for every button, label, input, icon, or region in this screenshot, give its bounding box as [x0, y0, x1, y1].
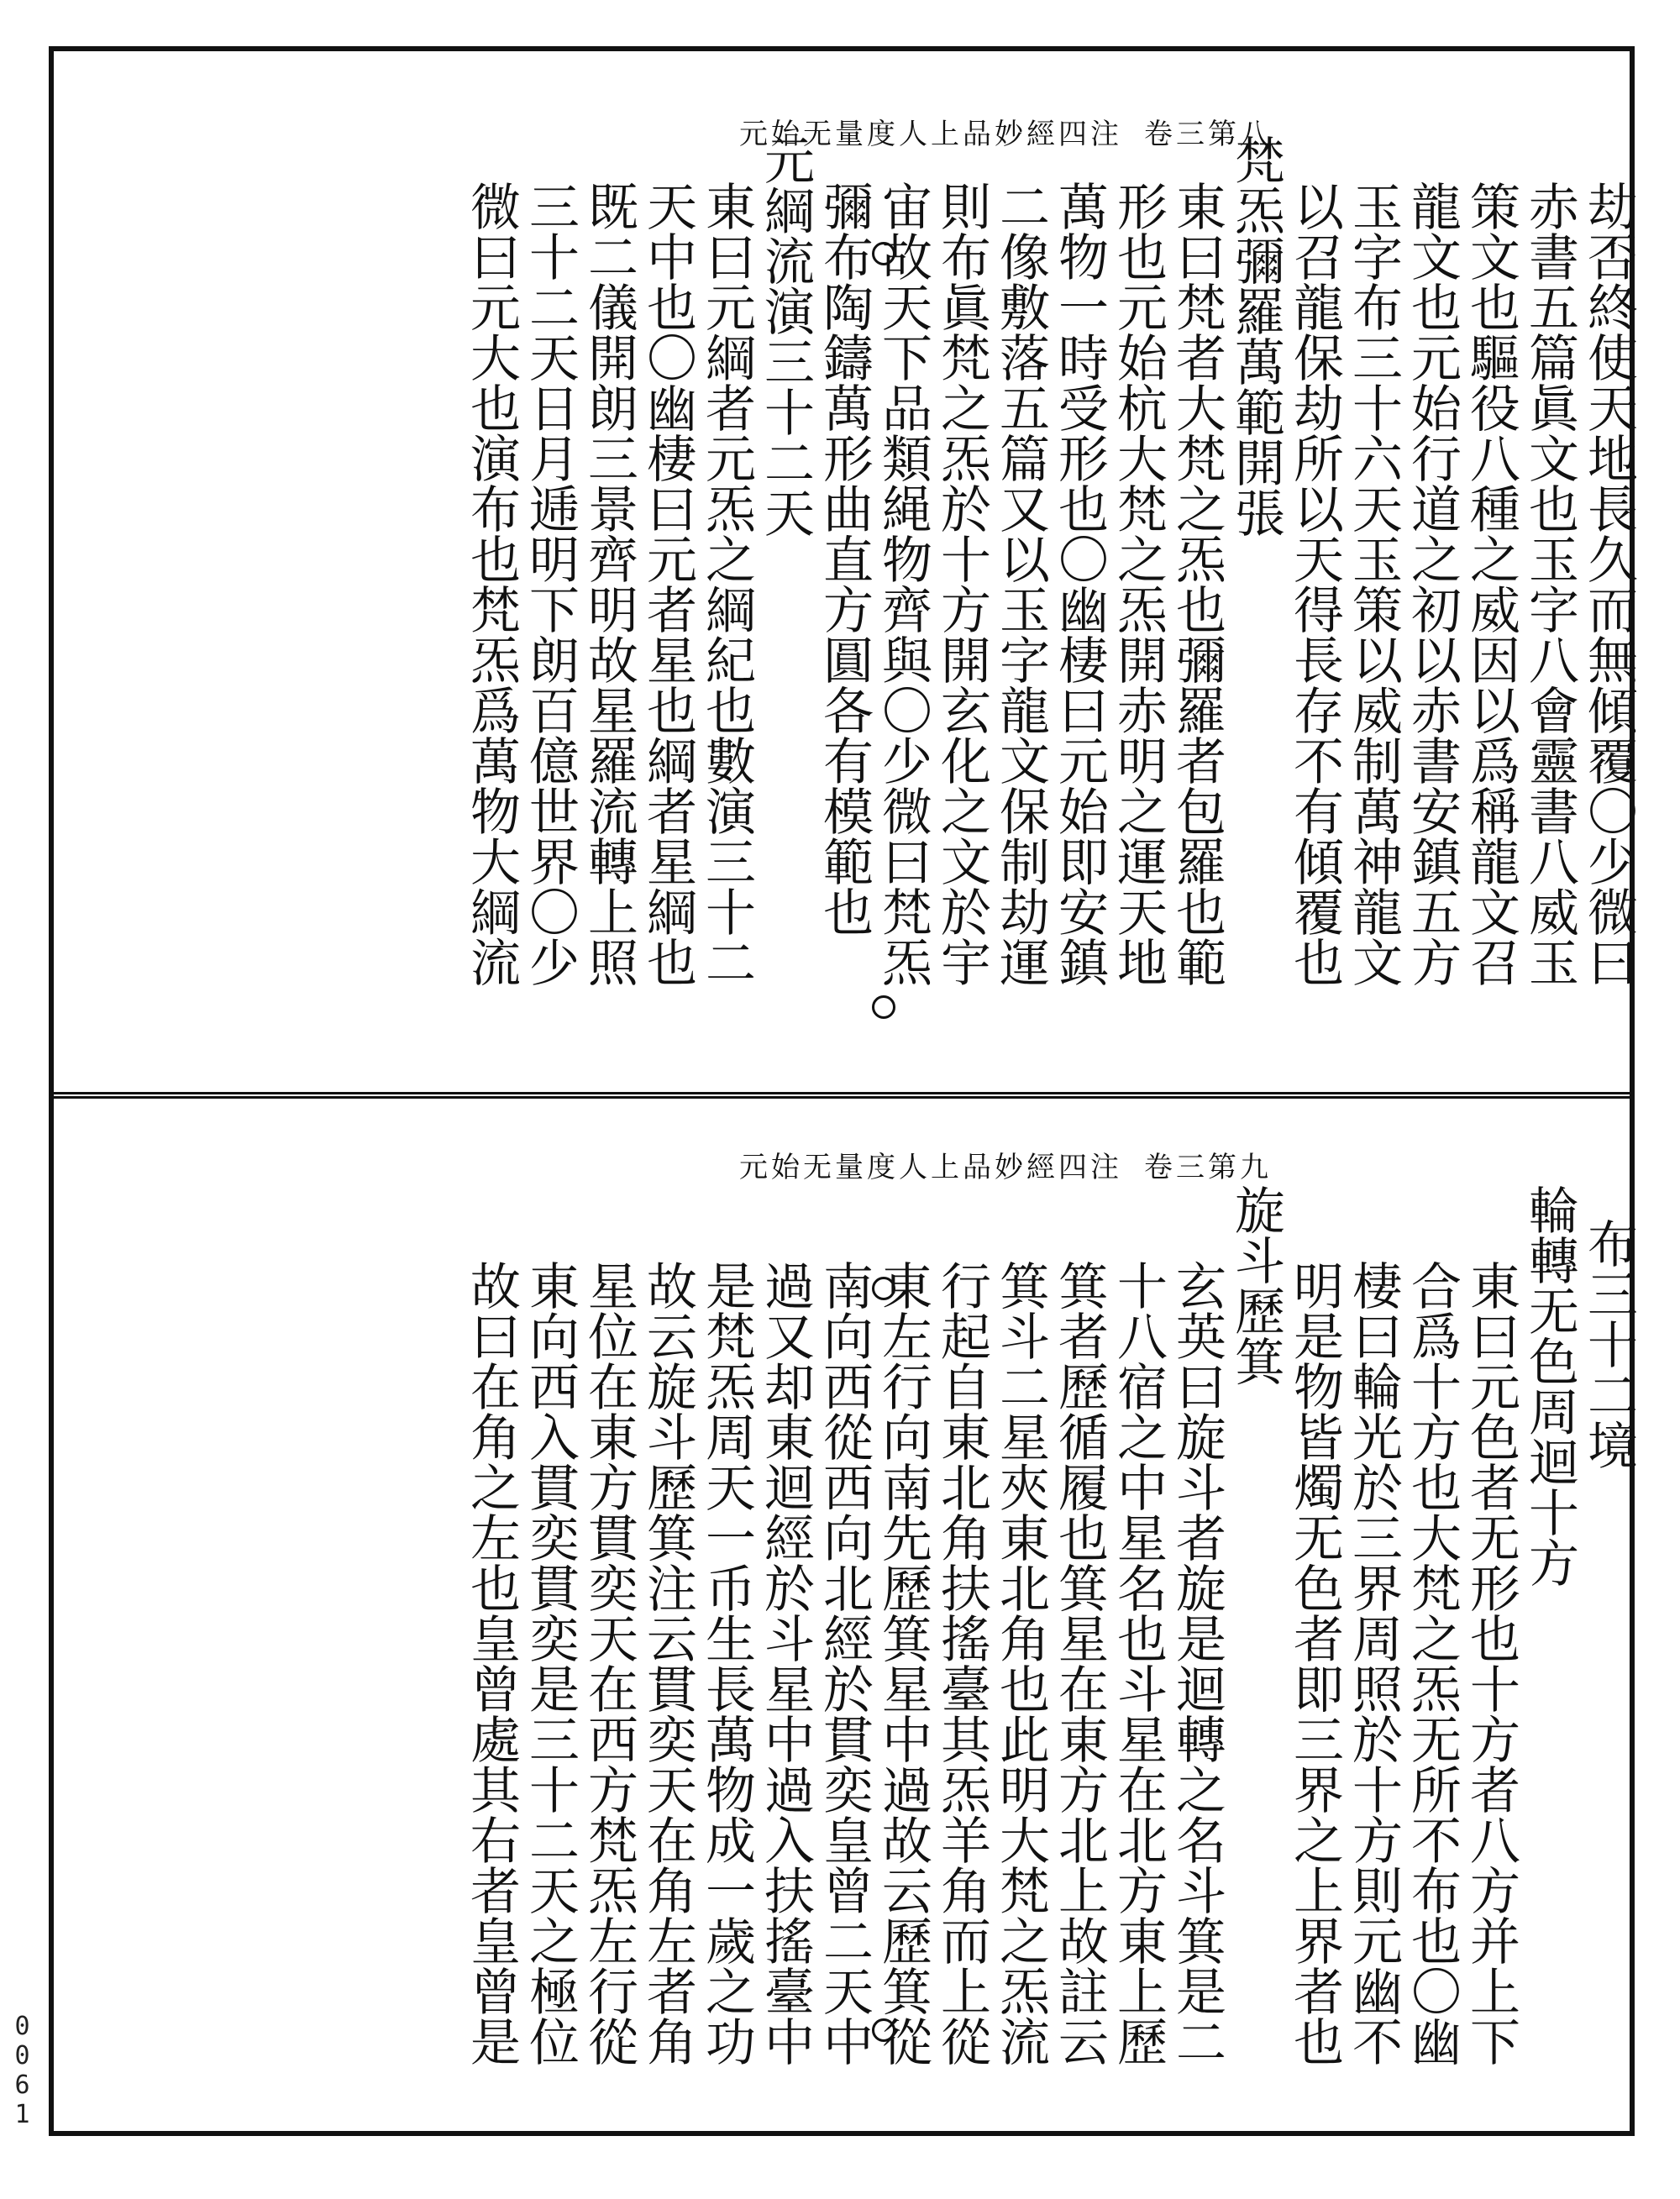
top-column-1: 劫否終使天地長久而無傾覆〇少微曰 [1579, 181, 1638, 987]
top-column-17: 天中也〇幽棲曰元者星也綱者星綱也 [638, 181, 697, 987]
top-column-8: 東曰梵者大梵之炁也彌羅者包羅也範 [1168, 181, 1226, 987]
top-column-4: 龍文也元始行道之初以赤書安鎮五方 [1403, 181, 1462, 987]
top-column-2: 赤書五篇眞文也玉字八會靈書八威玉 [1520, 181, 1579, 987]
top-header-title: 元始无量度人上品妙經四注 [739, 118, 1122, 151]
circle-mark [872, 242, 895, 265]
bottom-column-17: 故云旋斗歷箕注云貫奕天在角左者角 [638, 1260, 697, 2066]
top-column-14: 彌布陶鑄萬形曲直方圓各有模範也 [815, 181, 874, 937]
circle-mark [872, 2018, 895, 2042]
bottom-column-14: 南向西從西向北經於貫奕皇曾二天中 [815, 1260, 874, 2066]
bottom-header [739, 1134, 1272, 1201]
bottom-column-1: 布三十二境 [1579, 1218, 1638, 1470]
bottom-column-7: 旋斗歷箕 [1226, 1184, 1285, 1386]
bottom-column-2: 輪轉无色周迴十方 [1520, 1184, 1579, 1588]
top-page [84, 101, 1638, 1067]
circle-mark [872, 1277, 895, 1300]
page-number: 0061 [8, 2012, 37, 2129]
bottom-column-5: 棲曰輪光於三界周照於十方則元幽不 [1344, 1260, 1403, 2066]
bottom-column-18: 星位在東方貫奕天在西方梵炁左行從 [580, 1260, 638, 2066]
top-column-20: 微曰元大也演布也梵炁爲萬物大綱流 [462, 181, 521, 987]
top-column-19: 三十二天日月逓明下朗百億世界〇少 [521, 181, 580, 987]
bottom-column-3: 東曰元色者无形也十方者八方并上下 [1462, 1260, 1520, 2066]
bottom-column-16: 是梵炁周天一币生長萬物成一歲之功 [697, 1260, 756, 2066]
bottom-column-20: 故曰在角之左也皇曾處其右者皇曾是 [462, 1260, 521, 2066]
circle-mark [872, 995, 895, 1019]
top-column-15: 元綱流演三十二天 [756, 134, 815, 538]
top-column-7: 梵炁彌羅萬範開張 [1226, 134, 1285, 538]
bottom-column-15: 過又却東迴經於斗星中過入扶搖臺中 [756, 1260, 815, 2066]
bottom-column-8: 玄英曰旋斗者旋是迴轉之名斗箕是二 [1168, 1260, 1226, 2066]
top-column-3: 策文也驅役八種之威因以爲稱龍文召 [1462, 181, 1520, 987]
bottom-column-12: 行起自東北角扶搖臺其炁羊角而上從 [932, 1260, 991, 2066]
bottom-header-title: 元始无量度人上品妙經四注 [739, 1151, 1122, 1184]
top-column-11: 二像敷落五篇又以玉字龍文保制劫運 [991, 181, 1050, 987]
bottom-column-13: 東左行向南先歷箕星中過故云歷箕從 [874, 1260, 932, 2066]
top-column-13: 宙故天下品類䋲物齊與〇少微曰梵炁 [874, 181, 932, 987]
top-column-6: 以召龍保劫所以天得長存不有傾覆也 [1285, 181, 1344, 987]
top-column-9: 形也元始杭大梵之炁開赤明之運天地 [1109, 181, 1168, 987]
bottom-column-19: 東向西入貫奕貫奕是三十二天之極位 [521, 1260, 580, 2066]
bottom-column-9: 十八宿之中星名也斗星在北方東上歷 [1109, 1260, 1168, 2066]
bottom-column-4: 合爲十方也大梵之炁无所不布也〇幽 [1403, 1260, 1462, 2066]
top-header-volume: 卷三第八 [1144, 118, 1272, 151]
bottom-page [84, 1134, 1638, 2100]
bottom-column-11: 箕斗二星夾東北角也此明大梵之炁流 [991, 1260, 1050, 2066]
bottom-column-6: 明是物皆燭无色者即三界之上界者也 [1285, 1260, 1344, 2066]
top-column-5: 玉字布三十六天玉策以威制萬神龍文 [1344, 181, 1403, 987]
top-column-12: 則布眞梵之炁於十方開玄化之文於宇 [932, 181, 991, 987]
bottom-header-volume: 卷三第九 [1144, 1151, 1272, 1184]
top-column-18: 既二儀開朗三景齊明故星羅流轉上照 [580, 181, 638, 987]
top-header [739, 101, 1272, 168]
bottom-column-10: 箕者歷循履也箕星在東方北上故註云 [1050, 1260, 1109, 2066]
page-divider [49, 1092, 1635, 1099]
top-column-10: 萬物一時受形也〇幽棲曰元始即安鎮 [1050, 181, 1109, 987]
top-column-16: 東曰元綱者元炁之綱紀也數演三十二 [697, 181, 756, 987]
